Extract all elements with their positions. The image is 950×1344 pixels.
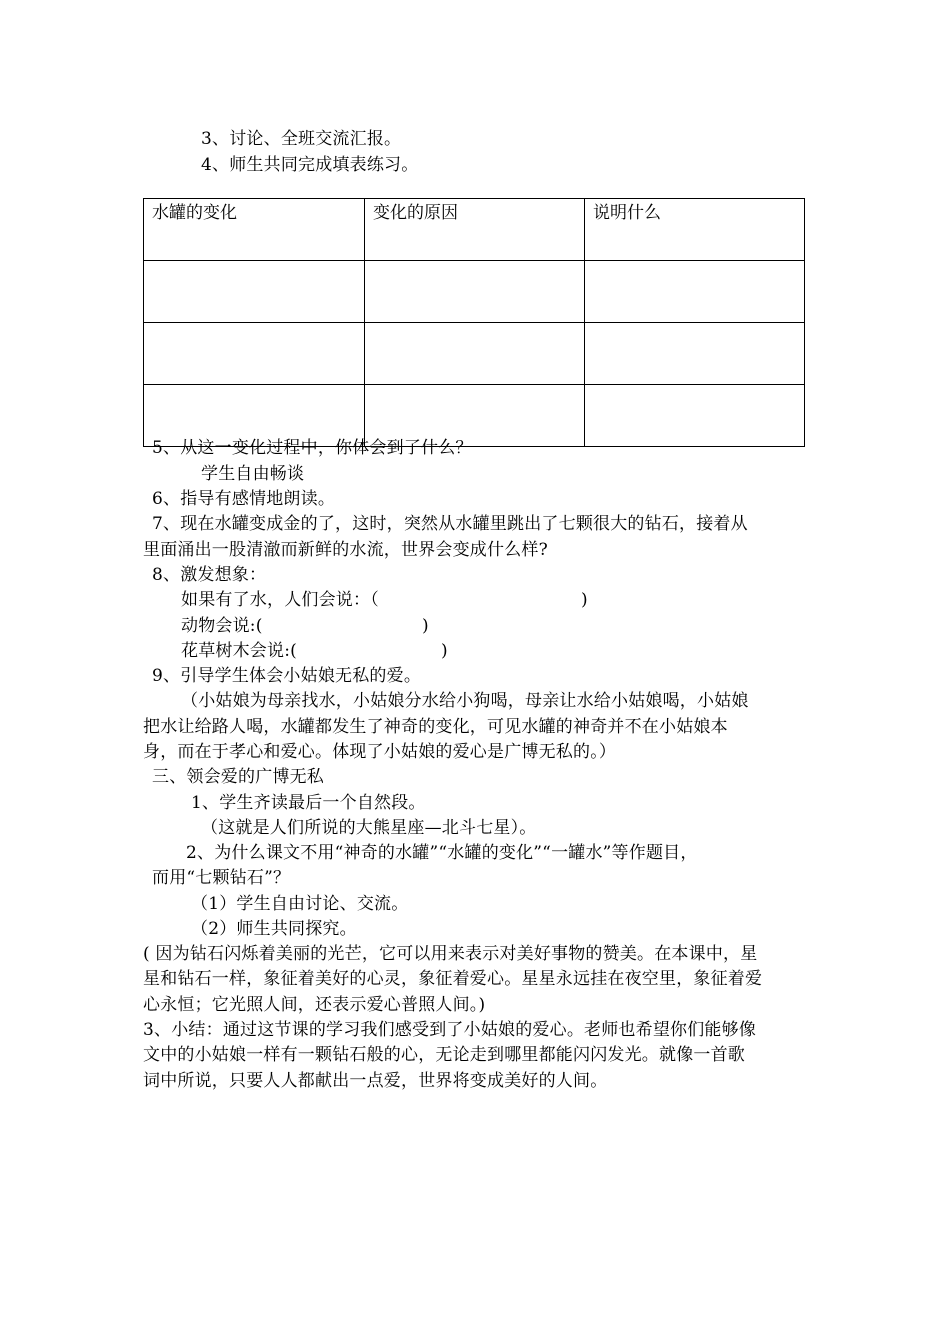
table-cell[interactable] bbox=[365, 261, 585, 323]
table-cell[interactable] bbox=[144, 323, 365, 385]
imagine-plant-close: ) bbox=[441, 641, 448, 661]
fill-in-table bbox=[143, 198, 805, 447]
question-9-note-line-1: （小姑娘为母亲找水，小姑娘分水给小狗喝，母亲让水给小姑娘喝，小姑娘 bbox=[181, 691, 749, 711]
summary-line-3: 词中所说，只要人人都献出一点爱，世界将变成美好的人间。 bbox=[143, 1071, 608, 1091]
imagine-animal-label: 动物会说:( bbox=[181, 616, 263, 636]
question-7-line-2: 里面涌出一股清澈而新鲜的水流，世界会变成什么样? bbox=[143, 540, 548, 560]
section-3-item-2-a: （1）学生自由讨论、交流。 bbox=[191, 894, 409, 914]
imagine-people-close: ) bbox=[581, 590, 588, 610]
summary-line-1: 3、小结：通过这节课的学习我们感受到了小姑娘的爱心。老师也希望你们能够像 bbox=[143, 1020, 757, 1040]
question-9-note-line-2: 把水让给路人喝，水罐都发生了神奇的变化，可见水罐的神奇并不在小姑娘本 bbox=[143, 717, 728, 737]
step-4: 4、师生共同完成填表练习。 bbox=[201, 155, 419, 175]
table-header-row bbox=[144, 199, 805, 261]
table-header-cell: 水罐的变化 bbox=[144, 199, 365, 261]
question-6: 6、指导有感情地朗读。 bbox=[152, 489, 336, 509]
table-header-cell: 说明什么 bbox=[585, 199, 805, 261]
question-5: 5、从这一变化过程中，你体会到了什么？ bbox=[152, 438, 473, 458]
explanation-line-3: 心永恒；它光照人间，还表示爱心普照人间。) bbox=[143, 995, 486, 1015]
explanation-line-1: ( 因为钻石闪烁着美丽的光芒，它可以用来表示对美好事物的赞美。在本课中，星 bbox=[143, 944, 758, 964]
table-cell[interactable] bbox=[365, 323, 585, 385]
section-3-item-2-line-1: 2、为什么课文不用“神奇的水罐”“水罐的变化”“一罐水”等作题目， bbox=[186, 843, 698, 863]
table-cell[interactable] bbox=[585, 323, 805, 385]
imagine-animal-close: ) bbox=[422, 616, 429, 636]
table-cell[interactable] bbox=[144, 261, 365, 323]
table-row bbox=[144, 261, 805, 323]
section-3-item-1: 1、学生齐读最后一个自然段。 bbox=[191, 793, 426, 813]
step-3: 3、讨论、全班交流汇报。 bbox=[201, 129, 402, 149]
section-3-item-2-line-2: 而用“七颗钻石”？ bbox=[152, 868, 291, 888]
section-3-title: 三、领会爱的广博无私 bbox=[152, 767, 324, 787]
question-8: 8、激发想象： bbox=[152, 565, 267, 585]
explanation-line-2: 星和钻石一样，象征着美好的心灵，象征着爱心。星星永远挂在夜空里，象征着爱 bbox=[143, 969, 763, 989]
table-cell[interactable] bbox=[585, 385, 805, 447]
table-row bbox=[144, 323, 805, 385]
section-3-item-1-note: （这就是人们所说的大熊星座—北斗七星）。 bbox=[201, 818, 537, 838]
table-header-cell: 变化的原因 bbox=[365, 199, 585, 261]
question-9: 9、引导学生体会小姑娘无私的爱。 bbox=[152, 666, 422, 686]
question-5-answer: 学生自由畅谈 bbox=[201, 464, 305, 484]
question-9-note-line-3: 身，而在于孝心和爱心。体现了小姑娘的爱心是广博无私的。） bbox=[143, 742, 617, 762]
section-3-item-2-b: （2）师生共同探究。 bbox=[191, 919, 357, 939]
summary-line-2: 文中的小姑娘一样有一颗钻石般的心，无论走到哪里都能闪闪发光。就像一首歌 bbox=[143, 1045, 745, 1065]
imagine-people-label: 如果有了水，人们会说：（ bbox=[181, 590, 379, 610]
question-7-line-1: 7、现在水罐变成金的了，这时，突然从水罐里跳出了七颗很大的钻石，接着从 bbox=[152, 514, 748, 534]
imagine-plant-label: 花草树木会说:( bbox=[181, 641, 297, 661]
table-cell[interactable] bbox=[585, 261, 805, 323]
